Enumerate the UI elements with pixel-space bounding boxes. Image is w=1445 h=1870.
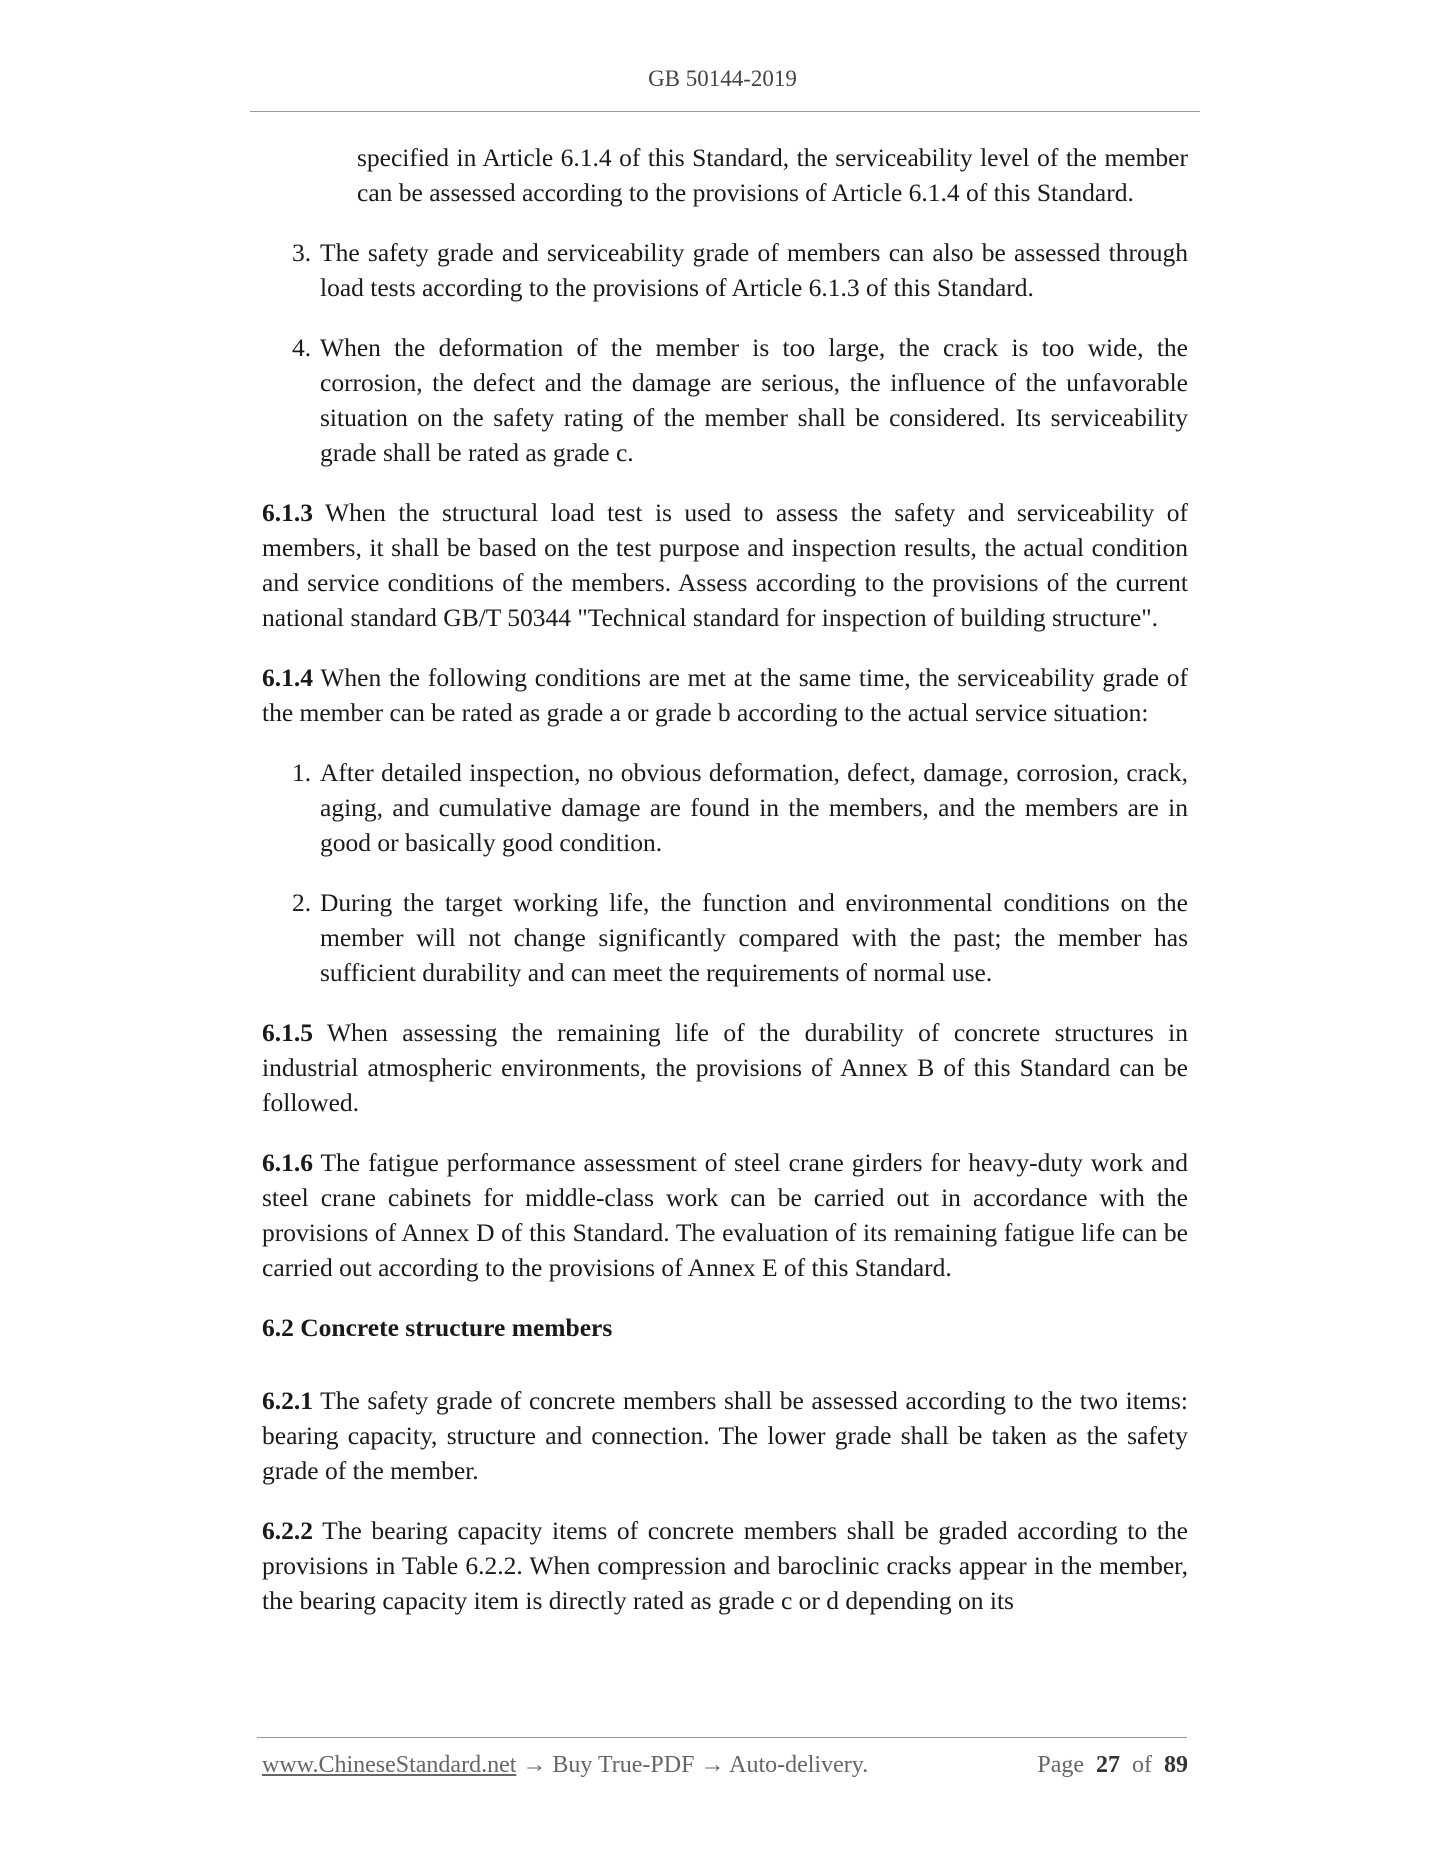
clause-6-1-4	[262, 660, 1188, 730]
clause-number: 6.2.1	[262, 1386, 313, 1415]
list-item-number: 2.	[292, 888, 312, 917]
clause-text: When the following conditions are met at the same time, the serviceability grade of the member can be rated as grade a or grade b according to the actual service situation:	[262, 663, 1189, 727]
continued-paragraph: specified in Article 6.1.4 of this Standard, the serviceability level of the member can be assessed according to the provisions of Article 6.1.4 of this Standard.	[357, 143, 1188, 207]
clause-6-1-5	[262, 1015, 1188, 1120]
footer-rule	[257, 1737, 1187, 1738]
clause-6-2-1	[262, 1383, 1188, 1488]
list-item	[292, 885, 1188, 990]
clause-text: The fatigue performance assessment of steel crane girders for heavy-duty work and steel crane cabinets for middle-class work can be carried out in accordance with the provisions of Annex D of this Standard. The evaluation of its remaining fatigue life can be carried out according to the provisions of Annex E of this Standard.	[262, 1148, 1188, 1282]
page-word: Page	[1037, 1752, 1084, 1778]
list-item-number: 4.	[292, 333, 312, 362]
clause-number: 6.2.2	[262, 1516, 313, 1545]
clause-text: The bearing capacity items of concrete members shall be graded according to the provisions in Table 6.2.2. When compression and baroclinic cracks appear in the member, the bearing capacity item is directly rated as grade c or d depending on its	[262, 1516, 1188, 1615]
clause-6-1-6	[262, 1145, 1188, 1285]
list-item-text: During the target working life, the function and environmental conditions on the member will not change significantly compared with the past; the member has sufficient durability and can meet the requirements of normal use.	[320, 888, 1188, 987]
clause-number: 6.1.3	[262, 498, 313, 527]
list-item-text: When the deformation of the member is too large, the crack is too wide, the corrosion, the defect and the damage are serious, the influence of the unfavorable situation on the safety rating of the member shall be considered. Its serviceability grade shall be rated as grade c.	[320, 333, 1188, 467]
promo-text: → Buy True-PDF → Auto-delivery.	[516, 1752, 869, 1778]
document-body	[262, 140, 1188, 1643]
clause-number: 6.1.5	[262, 1018, 313, 1047]
clause-text: When assessing the remaining life of the durability of concrete structures in industrial atmospheric environments, the provisions of Annex B of this Standard can be followed.	[262, 1018, 1189, 1117]
list-item	[292, 755, 1188, 860]
list-item-number: 1.	[292, 758, 312, 787]
page-total: 89	[1164, 1752, 1188, 1778]
header-rule	[250, 111, 1200, 112]
list-item-number: 3.	[292, 238, 312, 267]
page-number: 27	[1096, 1752, 1120, 1778]
list-item-text: The safety grade and serviceability grade of members can also be assessed through load tests according to the provisions of Article 6.1.3 of this Standard.	[320, 238, 1188, 302]
clause-number: 6.1.6	[262, 1148, 313, 1177]
clause-6-2-2	[262, 1513, 1188, 1618]
page-header-title: GB 50144-2019	[648, 66, 797, 91]
website-link[interactable]: www.ChineseStandard.net	[262, 1752, 517, 1778]
clause-number: 6.1.4	[262, 663, 313, 692]
clause-text: When the structural load test is used to assess the safety and serviceability of members, it shall be based on the test purpose and inspection results, the actual condition and service conditions of the members. Assess according to the provisions of the current national standard GB/T 50344 "Technical standard for inspection of building structure".	[262, 498, 1188, 632]
of-word: of	[1132, 1752, 1152, 1778]
clause-text: The safety grade of concrete members shall be assessed according to the two items: bearing capacity, structure and connection. The lower grade shall be taken as the safety grade of the member.	[262, 1386, 1188, 1485]
list-item	[292, 330, 1188, 470]
list-item-text: After detailed inspection, no obvious deformation, defect, damage, corrosion, crack, aging, and cumulative damage are found in the members, and the members are in good or basically good condition.	[320, 758, 1188, 857]
list-item	[292, 235, 1188, 305]
section-heading: 6.2 Concrete structure members	[262, 1313, 613, 1342]
clause-6-1-3	[262, 495, 1188, 635]
footer-promo	[262, 1752, 868, 1779]
page-footer	[262, 1752, 1188, 1779]
page-counter	[1037, 1752, 1188, 1779]
